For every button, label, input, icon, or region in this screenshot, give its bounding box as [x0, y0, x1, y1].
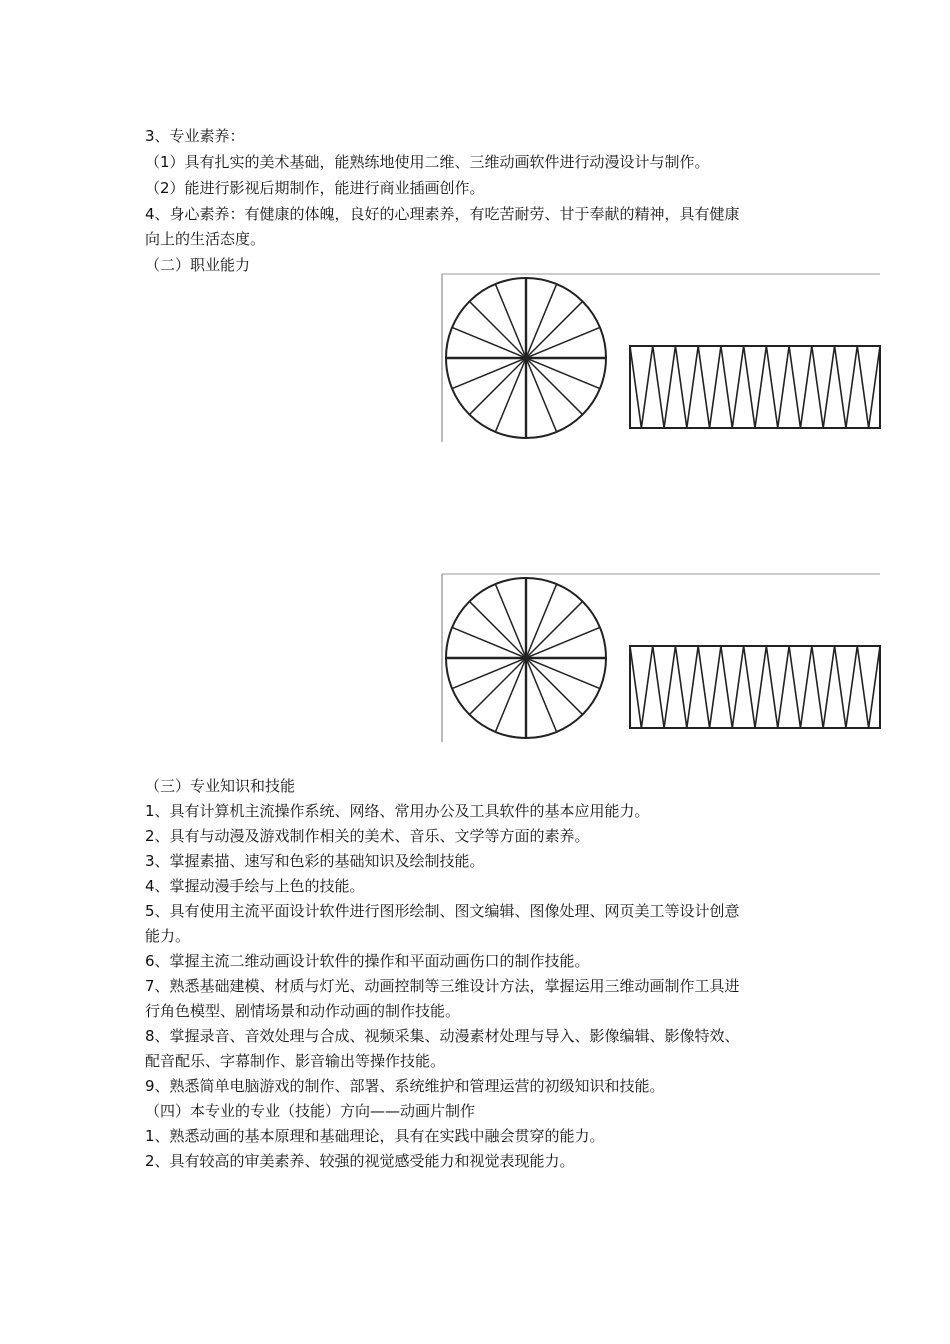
zigzag-line — [630, 646, 880, 728]
section-heading: （四）本专业的专业（技能）方向——动画片制作 — [145, 1102, 476, 1120]
text-line: 向上的生活态度。 — [145, 230, 266, 248]
section-heading: （二）职业能力 — [145, 256, 251, 274]
figure-graphic — [440, 572, 882, 744]
zigzag-box — [630, 646, 880, 728]
text-line: 能力。 — [145, 927, 191, 945]
section-heading: （三）专业知识和技能 — [145, 777, 296, 795]
text-line: 1、具有计算机主流操作系统、网络、常用办公及工具软件的基本应用能力。 — [145, 802, 650, 820]
zigzag-line — [630, 346, 880, 428]
wheel-zigzag-figure-2 — [440, 572, 882, 744]
text-line: 3、掌握素描、速写和色彩的基础知识及绘制技能。 — [145, 852, 485, 870]
text-line: 4、掌握动漫手绘与上色的技能。 — [145, 877, 365, 895]
text-line: 4、身心素养：有健康的体魄，良好的心理素养，有吃苦耐劳、甘于奉献的精神，具有健康 — [145, 205, 740, 223]
text-line: 配音配乐、字幕制作、影音输出等操作技能。 — [145, 1052, 446, 1070]
text-line: （2）能进行影视后期制作，能进行商业插画创作。 — [145, 179, 485, 197]
text-line: 1、熟悉动画的基本原理和基础理论，具有在实践中融会贯穿的能力。 — [145, 1127, 605, 1145]
text-line: （1）具有扎实的美术基础，能熟练地使用二维、三维动画软件进行动漫设计与制作。 — [145, 153, 710, 171]
wheel-zigzag-figure-1 — [440, 272, 882, 444]
text-line: 2、具有与动漫及游戏制作相关的美术、音乐、文学等方面的素养。 — [145, 827, 590, 845]
text-line: 3、专业素养： — [145, 127, 245, 145]
zigzag-box — [630, 346, 880, 428]
text-line: 9、熟悉简单电脑游戏的制作、部署、系统维护和管理运营的初级知识和技能。 — [145, 1077, 665, 1095]
figure-graphic — [440, 272, 882, 444]
text-line: 2、具有较高的审美素养、较强的视觉感受能力和视觉表现能力。 — [145, 1152, 575, 1170]
text-line: 8、掌握录音、音效处理与合成、视频采集、动漫素材处理与导入、影像编辑、影像特效、 — [145, 1027, 740, 1045]
text-line: 行角色模型、剧情场景和动作动画的制作技能。 — [145, 1002, 461, 1020]
text-line: 5、具有使用主流平面设计软件进行图形绘制、图文编辑、图像处理、网页美工等设计创意 — [145, 902, 740, 920]
text-line: 7、熟悉基础建模、材质与灯光、动画控制等三维设计方法，掌握运用三维动画制作工具进 — [145, 977, 740, 995]
text-line: 6、掌握主流二维动画设计软件的操作和平面动画伤口的制作技能。 — [145, 952, 590, 970]
